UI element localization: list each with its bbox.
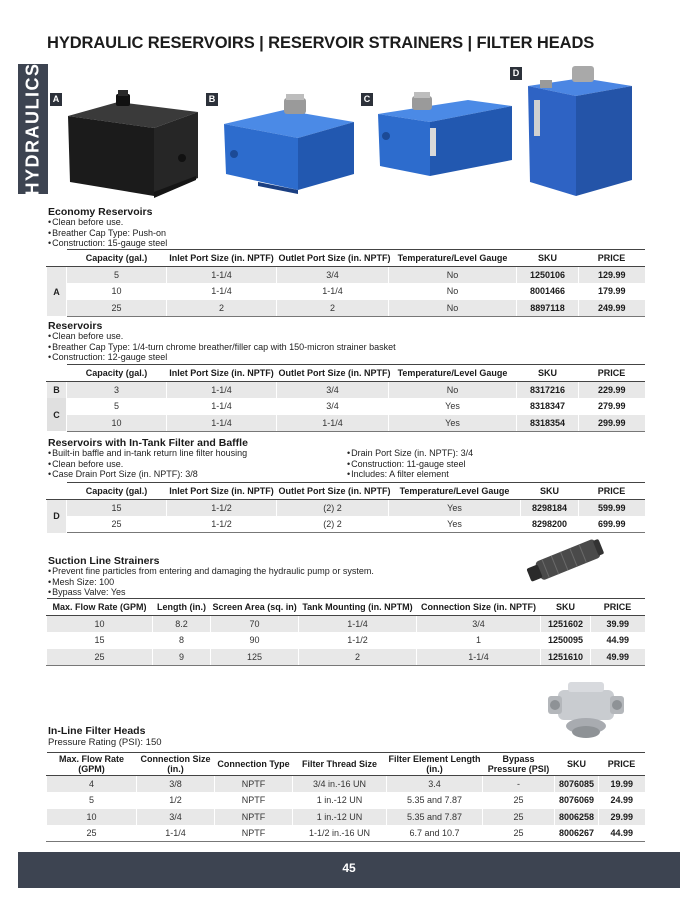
col-header: Capacity (gal.): [67, 483, 167, 500]
table-row: 25 2 2 No 8897118 249.99: [47, 300, 645, 317]
col-header: PRICE: [579, 250, 645, 267]
side-tab: [18, 64, 48, 194]
bullet: • Drain Port Size (in. NPTF): 3/4: [347, 448, 473, 459]
col-header: Inlet Port Size (in. NPTF): [167, 483, 277, 500]
table-row: 10 3/4 NPTF 1 in.-12 UN 5.35 and 7.87 25 8006258 29.99: [47, 809, 645, 826]
group-label: C: [47, 398, 67, 431]
col-header: Bypass Pressure (PSI): [483, 753, 555, 776]
col-header: Outlet Port Size (in. NPTF): [277, 365, 389, 382]
intank-title: Reservoirs with In-Tank Filter and Baffle: [48, 437, 248, 449]
col-header: SKU: [541, 599, 591, 616]
col-header: SKU: [517, 365, 579, 382]
suction-table: [46, 598, 645, 666]
col-header: Connection Size (in.): [137, 753, 215, 776]
table-row: 25 9 125 2 1-1/4 1251610 49.99: [47, 649, 645, 666]
bullet: • Construction: 12-gauge steel: [48, 352, 396, 363]
bullet: • Includes: A filter element: [347, 469, 473, 480]
filterheads-table: [46, 752, 645, 842]
table-row: 15 8 90 1-1/2 1 1250095 44.99: [47, 632, 645, 649]
col-header: SKU: [517, 250, 579, 267]
side-tab-label: HYDRAULICS: [22, 62, 43, 196]
filterheads-title: In-Line Filter Heads: [48, 725, 146, 737]
col-header: Connection Size (in. NPTF): [417, 599, 541, 616]
col-header: Outlet Port Size (in. NPTF): [277, 250, 389, 267]
product-label-d: D: [510, 67, 522, 80]
table-row: B 3 1-1/4 3/4 No 8317216 229.99: [47, 382, 645, 399]
suction-title: Suction Line Strainers: [48, 555, 160, 567]
table-row: 4 3/8 NPTF 3/4 in.-16 UN 3.4 - 8076085 19.99: [47, 776, 645, 793]
product-label-a: A: [50, 93, 62, 106]
bullet: • Construction: 15-gauge steel: [48, 238, 167, 249]
col-header: SKU: [555, 753, 599, 776]
page-footer: [18, 852, 680, 888]
bullet: • Clean before use.: [48, 459, 247, 470]
product-label-b: B: [206, 93, 218, 106]
economy-table: [46, 249, 645, 317]
reservoirs-bullets: [48, 331, 396, 363]
table-row: A 5 1-1/4 3/4 No 1250106 129.99: [47, 267, 645, 284]
col-header: Max. Flow Rate (GPM): [47, 753, 137, 776]
col-header: Temperature/Level Gauge: [389, 250, 517, 267]
col-header: Temperature/Level Gauge: [389, 365, 517, 382]
bullet: • Mesh Size: 100: [48, 577, 374, 588]
table-row: D 15 1-1/2 (2) 2 Yes 8298184 599.99: [47, 500, 645, 517]
col-header: Connection Type: [215, 753, 293, 776]
col-header: Inlet Port Size (in. NPTF): [167, 365, 277, 382]
bullet: • Breather Cap Type: Push-on: [48, 228, 167, 239]
col-header: Inlet Port Size (in. NPTF): [167, 250, 277, 267]
col-header: Filter Element Length (in.): [388, 754, 481, 774]
reservoirs-title: Reservoirs: [48, 320, 103, 332]
bullet: • Breather Cap Type: 1/4-turn chrome breather/filler cap with 150-micron strainer basket: [48, 342, 396, 353]
col-header: Screen Area (sq. in): [211, 599, 299, 616]
intank-bullets-left: [48, 448, 247, 480]
col-header: PRICE: [591, 599, 645, 616]
table-row: 5 1/2 NPTF 1 in.-12 UN 5.35 and 7.87 25 8076069 24.99: [47, 792, 645, 809]
col-header: SKU: [521, 483, 579, 500]
col-header: Capacity (gal.): [67, 365, 167, 382]
col-header: Length (in.): [153, 599, 211, 616]
product-label-c: C: [361, 93, 373, 106]
bullet: • Bypass Valve: Yes: [48, 587, 374, 598]
table-row: 10 8.2 70 1-1/4 3/4 1251602 39.99: [47, 616, 645, 633]
page-number: 45: [342, 861, 356, 875]
table-row: 25 1-1/4 NPTF 1-1/2 in.-16 UN 6.7 and 10.7 25 8006267 44.99: [47, 825, 645, 842]
col-header: PRICE: [599, 753, 645, 776]
reservoir-c-image: [372, 92, 518, 184]
bullet: • Built-in baffle and in-tank return line filter housing: [48, 448, 247, 459]
table-row: C 5 1-1/4 3/4 Yes 8318347 279.99: [47, 398, 645, 415]
economy-title: Economy Reservoirs: [48, 206, 153, 218]
page-title: HYDRAULIC RESERVOIRS | RESERVOIR STRAINERS | FILTER HEADS: [47, 34, 595, 52]
bullet: • Case Drain Port Size (in. NPTF): 3/8: [48, 469, 247, 480]
col-header: PRICE: [579, 483, 645, 500]
col-header: Temperature/Level Gauge: [389, 483, 521, 500]
col-header: Capacity (gal.): [67, 250, 167, 267]
filter-head-image: [546, 676, 636, 744]
intank-bullets-right: [347, 448, 473, 480]
group-label: B: [47, 382, 67, 399]
group-label: D: [47, 500, 67, 533]
reservoirs-table: [46, 364, 645, 432]
bullet: • Clean before use.: [48, 217, 167, 228]
bullet: • Construction: 11-gauge steel: [347, 459, 473, 470]
filterheads-subtitle: Pressure Rating (PSI): 150: [48, 737, 162, 748]
table-row: 10 1-1/4 1-1/4 Yes 8318354 299.99: [47, 415, 645, 432]
economy-bullets: [48, 217, 167, 249]
intank-table: [46, 482, 645, 533]
col-header: PRICE: [579, 365, 645, 382]
reservoir-d-image: [524, 64, 636, 202]
col-header: Filter Thread Size: [293, 753, 387, 776]
bullet: • Prevent fine particles from entering and damaging the hydraulic pump or system.: [48, 566, 374, 577]
suction-bullets: [48, 566, 374, 598]
col-header: Tank Mounting (in. NPTM): [299, 599, 417, 616]
bullet: • Clean before use.: [48, 331, 396, 342]
col-header: Max. Flow Rate (GPM): [47, 599, 153, 616]
economy-reservoir-image: [62, 88, 202, 200]
reservoir-b-image: [218, 92, 358, 200]
group-label: A: [47, 267, 67, 317]
col-header: Outlet Port Size (in. NPTF): [277, 483, 389, 500]
table-row: 25 1-1/2 (2) 2 Yes 8298200 699.99: [47, 516, 645, 533]
strainer-image: [522, 530, 612, 590]
table-row: 10 1-1/4 1-1/4 No 8001466 179.99: [47, 283, 645, 300]
